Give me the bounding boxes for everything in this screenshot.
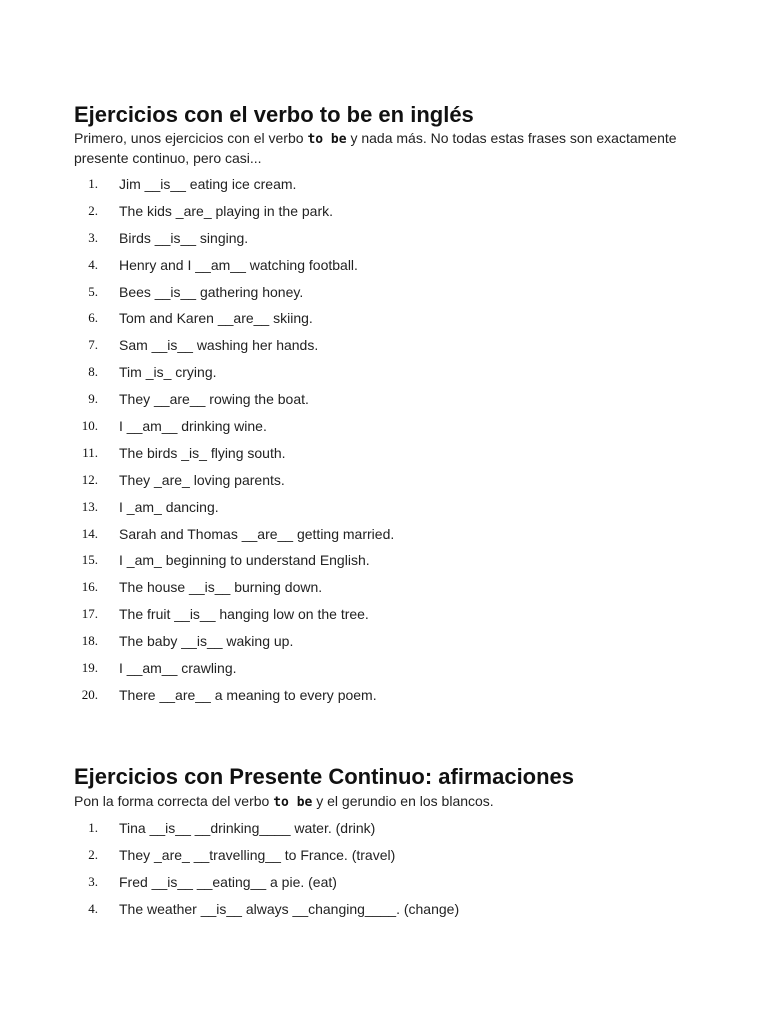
- intro-keyword: to be: [307, 132, 347, 147]
- list-item: [74, 845, 674, 872]
- intro-keyword: to be: [273, 795, 313, 810]
- list-item: [74, 201, 674, 228]
- item-text: The baby __is__ waking up.: [119, 633, 294, 650]
- item-text: Birds __is__ singing.: [119, 229, 249, 246]
- list-item: [74, 174, 674, 201]
- item-text: I _am_ dancing.: [119, 498, 219, 515]
- item-number: 1.: [88, 820, 98, 835]
- item-number: 18.: [81, 633, 98, 649]
- item-text: Henry and I __am__ watching football.: [119, 256, 358, 273]
- item-number: 12.: [81, 471, 98, 487]
- item-number: 4.: [88, 256, 98, 272]
- item-text: I __am__ crawling.: [119, 660, 237, 677]
- item-text: The house __is__ burning down.: [119, 579, 323, 596]
- list-item: [74, 631, 674, 658]
- list-item: [74, 604, 674, 631]
- item-number: 3.: [88, 874, 98, 889]
- list-item: [74, 470, 674, 497]
- item-number: 17.: [81, 606, 98, 622]
- item-text: The weather __is__ always __changing____. (change): [119, 901, 460, 917]
- item-text: Tina __is__ __drinking____ water. (drink): [119, 820, 376, 836]
- item-text: The kids _are_ playing in the park.: [119, 202, 334, 219]
- item-text: They _are_ loving parents.: [119, 471, 285, 488]
- item-text: Jim __is__ eating ice cream.: [119, 176, 297, 192]
- item-number: 1.: [88, 176, 98, 191]
- item-text: Sarah and Thomas __are__ getting married.: [119, 525, 395, 542]
- intro-text: y el gerundio en los blancos.: [312, 793, 494, 809]
- item-text: I _am_ beginning to understand English.: [119, 552, 370, 569]
- list-item: [74, 524, 674, 551]
- item-text: Fred __is__ __eating__ a pie. (eat): [119, 874, 337, 890]
- item-text: The birds _is_ flying south.: [119, 444, 286, 461]
- item-number: 14.: [81, 525, 98, 541]
- item-text: Sam __is__ washing her hands.: [119, 337, 319, 354]
- item-number: 4.: [88, 901, 98, 916]
- item-text: Bees __is__ gathering honey.: [119, 283, 304, 300]
- list-item: [74, 818, 674, 845]
- item-number: 9.: [88, 391, 98, 407]
- item-text: Tim _is_ crying.: [119, 364, 217, 381]
- list-item: [74, 308, 674, 335]
- exercise-list-present-continuous: [74, 818, 674, 926]
- list-item: [74, 443, 674, 470]
- list-item: [74, 685, 674, 712]
- item-number: 11.: [82, 444, 98, 460]
- item-number: 13.: [81, 498, 98, 514]
- item-number: 2.: [88, 847, 98, 862]
- item-number: 19.: [81, 660, 98, 676]
- section-title-present-continuous: Ejercicios con Presente Continuo: afirmaciones: [74, 764, 575, 789]
- list-item: [74, 362, 674, 389]
- item-number: 6.: [88, 310, 98, 326]
- item-text: They __are__ rowing the boat.: [119, 391, 309, 408]
- item-text: Tom and Karen __are__ skiing.: [119, 310, 313, 327]
- list-item: [74, 872, 674, 899]
- item-text: I __am__ drinking wine.: [119, 418, 267, 435]
- list-item: [74, 550, 674, 577]
- item-text: There __are__ a meaning to every poem.: [119, 686, 377, 703]
- list-item: [74, 577, 674, 604]
- item-number: 20.: [81, 686, 98, 702]
- list-item: [74, 335, 674, 362]
- list-item: [74, 255, 674, 282]
- item-text: They _are_ __travelling__ to France. (travel): [119, 847, 396, 863]
- list-item: [74, 228, 674, 255]
- item-number: 5.: [88, 283, 98, 299]
- item-text: The fruit __is__ hanging low on the tree.: [119, 606, 369, 623]
- exercise-list-to-be: [74, 174, 674, 712]
- item-number: 3.: [88, 229, 98, 245]
- item-number: 7.: [88, 337, 98, 353]
- list-item: [74, 416, 674, 443]
- list-item: [74, 899, 674, 926]
- section-title-to-be: Ejercicios con el verbo to be en inglés: [74, 102, 474, 127]
- item-number: 10.: [81, 418, 98, 434]
- list-item: [74, 389, 674, 416]
- list-item: [74, 497, 674, 524]
- intro-text: Pon la forma correcta del verbo: [74, 793, 274, 809]
- intro-text: y nada más. No todas estas frases son exactamente presente continuo, pero casi...: [74, 130, 677, 166]
- intro-text: Primero, unos ejercicios con el verbo: [74, 130, 308, 146]
- section-intro-present-continuous: [74, 792, 694, 812]
- item-number: 15.: [81, 552, 98, 568]
- list-item: [74, 282, 674, 309]
- item-number: 16.: [81, 579, 98, 595]
- list-item: [74, 658, 674, 685]
- item-number: 8.: [88, 364, 98, 380]
- section-intro-to-be: [74, 129, 694, 168]
- item-number: 2.: [88, 202, 98, 218]
